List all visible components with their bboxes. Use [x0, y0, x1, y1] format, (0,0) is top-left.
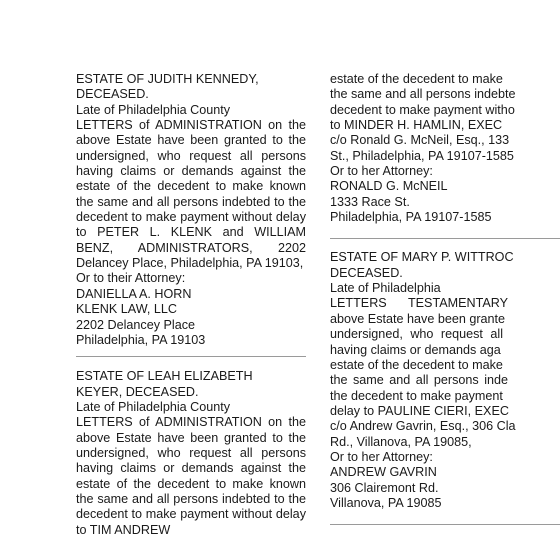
body-line: to MINDER H. HAMLIN, EXEC — [330, 118, 503, 133]
attorney-label: Or to her Attorney: — [330, 449, 433, 464]
notice-heading: DECEASED. — [330, 265, 403, 280]
body-line: undersigned, who request all — [330, 327, 504, 342]
attorney-name: DANIELLA A. HORN — [76, 286, 192, 301]
body-line: the same and all persons indebte — [330, 87, 516, 102]
body-line: estate of the decedent to make — [330, 72, 503, 86]
attorney-label: Or to their Attorney: — [76, 271, 186, 286]
body-line: c/o Andrew Gavrin, Esq., 306 Cla — [330, 419, 516, 434]
notice-county: Late of Philadelphia — [330, 281, 441, 296]
body-line: c/o Ronald G. McNeil, Esq., 133 — [330, 133, 510, 148]
body-line: St., Philadelphia, PA 19107-1585 — [330, 148, 514, 163]
notice-county: Late of Philadelphia County — [76, 102, 231, 117]
notice-divider — [330, 524, 560, 525]
law-firm: KLENK LAW, LLC — [76, 302, 178, 317]
body-line: Rd., Villanova, PA 19085, — [330, 434, 472, 449]
attorney-street: 306 Clairemont Rd. — [330, 480, 439, 495]
attorney-city: Villanova, PA 19085 — [330, 495, 442, 510]
notice-divider — [76, 356, 306, 357]
notice-heading: ESTATE OF LEAH ELIZABETH KEYER, DECEASED. — [76, 369, 253, 399]
body-line: delay to PAULINE CIERI, EXEC — [330, 403, 509, 418]
attorney-label: Or to her Attorney: — [330, 164, 433, 179]
body-line: decedent to make payment witho — [330, 102, 515, 117]
notice-heading: ESTATE OF JUDITH KENNEDY, DECEASED. — [76, 72, 259, 102]
notice-body: LETTERS of ADMINISTRATION on the above Estate have been granted to the undersigned, who request all persons having claims or demands against the estate of the decedent to make known the same and all persons indebted to the decedent to make payment without delay to PETER L. KLENK and WILLIAM BENZ, ADMINISTRATORS, 2202 Delancey Place, Philadelphia, PA 19103, — [76, 118, 306, 271]
notice-body: LETTERS of ADMINISTRATION on the above Estate have been granted to the undersigned, who request all persons having claims or demands against the estate of the decedent to make known the same and all persons indebted to the decedent to make payment without delay to TIM ANDREW — [76, 415, 306, 537]
body-line: LETTERS TESTAMENTARY — [330, 296, 509, 311]
estate-notice-continued — [330, 72, 560, 225]
attorney-name: ANDREW GAVRIN — [330, 465, 437, 480]
body-line: above Estate have been grante — [330, 311, 506, 326]
right-column — [330, 72, 560, 536]
estate-notice-keyer — [76, 369, 306, 538]
notice-divider — [330, 238, 560, 239]
body-line: having claims or demands aga — [330, 342, 501, 357]
body-line: the decedent to make payment — [330, 388, 503, 403]
firm-city: Philadelphia, PA 19103 — [76, 332, 206, 347]
estate-notice-kennedy — [76, 72, 306, 348]
left-column — [76, 72, 306, 538]
attorney-name: RONALD G. McNEIL — [330, 179, 448, 194]
body-line: the same and all persons inde — [330, 373, 509, 388]
attorney-street: 1333 Race St. — [330, 194, 410, 209]
notice-heading: ESTATE OF MARY P. WITTROC — [330, 250, 514, 265]
attorney-city: Philadelphia, PA 19107-1585 — [330, 210, 492, 225]
firm-street: 2202 Delancey Place — [76, 317, 196, 332]
notice-county: Late of Philadelphia County — [76, 399, 231, 414]
body-line: estate of the decedent to make — [330, 357, 503, 372]
estate-notice-wittrock — [330, 250, 560, 511]
